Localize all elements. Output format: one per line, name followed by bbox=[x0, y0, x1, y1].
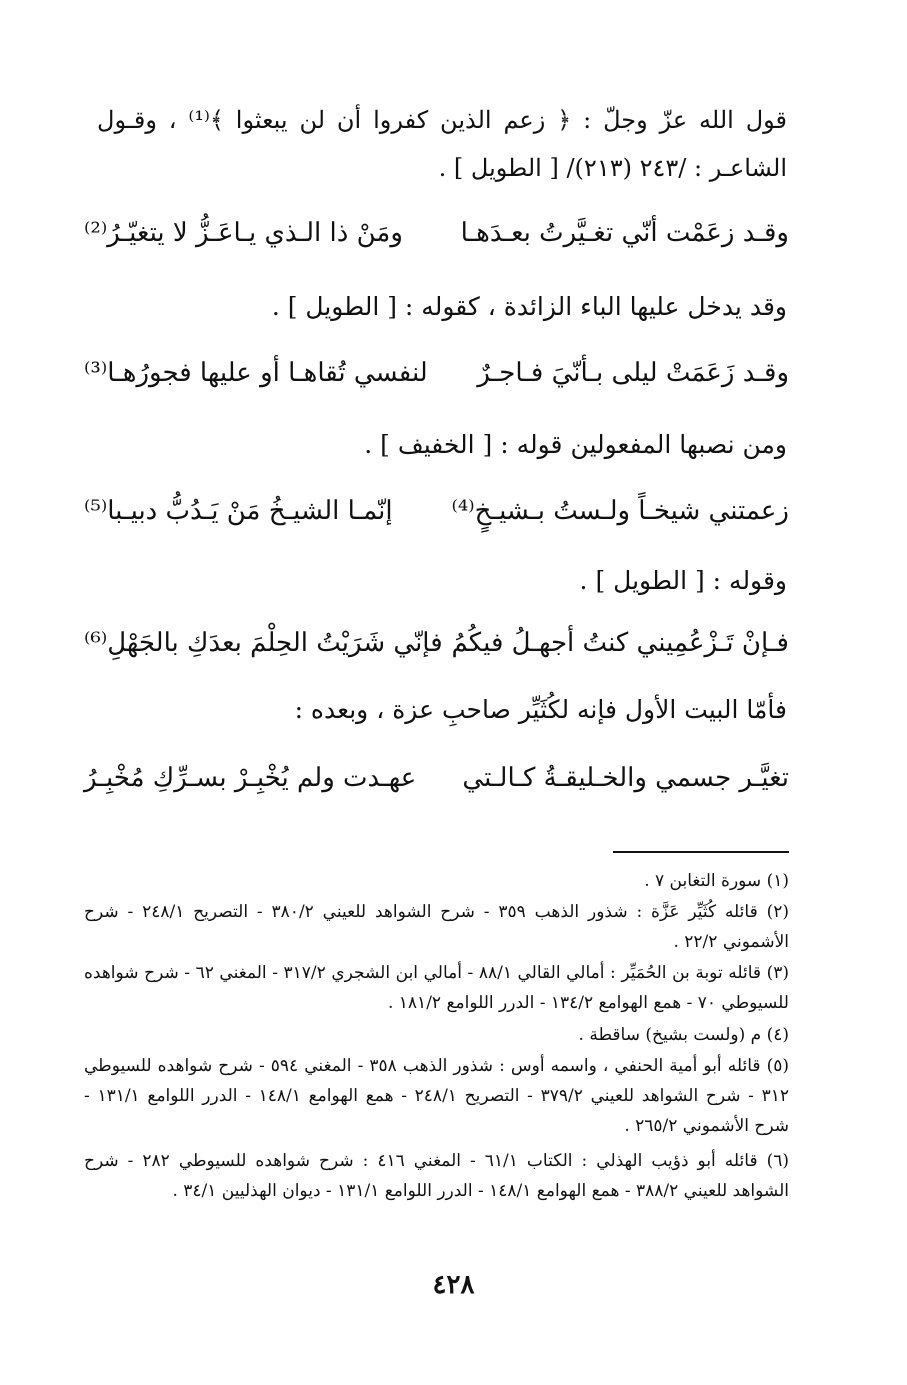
verse-3 bbox=[84, 496, 789, 536]
intro-paragraph: قول الله عزّ وجلّ : ﴿ زعم الذين كفروا أن لن يبعثوا ﴾⁽¹⁾ ، وقـول الشاعـر : /٢٤٣ (٢١٣)/ [ الطويل ] . bbox=[97, 106, 788, 182]
verse-4 bbox=[84, 628, 789, 668]
verse-2 bbox=[84, 358, 789, 398]
footnote-3: (٣) قائله توبة بن الحُمَيِّر : أمالي القالي ٨٨/١ - أمالي ابن الشجري ٣١٧/٢ - المغني ٦٢ - شرح شواهده للسيوطي ٧٠ - همع الهوامع ١٣٤/٢ - الدرر اللوامع ١٨١/٢ . bbox=[84, 963, 790, 1013]
verse-1 bbox=[84, 218, 789, 258]
verse-2-first-hemistich: وقـد زَعَمَتْ ليلى بـأنّيَ فـاجـرٌ bbox=[477, 358, 789, 388]
verse-5-first-hemistich: تغيَّـر جسمي والخـليقـةُ كـالـتي bbox=[462, 763, 789, 793]
verse-1-first-hemistich: وقـد زعَمْت أنّي تغـيَّرتُ بعـدَهـا bbox=[460, 218, 789, 248]
verse-4-second-hemistich: فإنّي شَرَيْتُ الحِلْمَ بعدَكِ بالجَهْلِ⁽⁶⁾ bbox=[84, 628, 443, 658]
verse-5-second-hemistich: عهـدت ولم يُخْبِـرْ بسـرِّكِ مُخْبِـرُ bbox=[84, 763, 417, 793]
text-line-qawluhu: وقوله : [ الطويل ] . bbox=[579, 566, 787, 595]
text-line-baa: وقد يدخل عليها الباء الزائدة ، كقوله : [ الطويل ] . bbox=[271, 292, 787, 321]
footnote-4: (٤) م (ولست بشيخ) ساقطة . bbox=[578, 1025, 789, 1045]
verse-3-second-hemistich: إنّمـا الشيـخُ مَنْ يَـدُبُّ دبيـبا⁽⁵⁾ bbox=[84, 496, 393, 526]
footnote-6: (٦) قائله أبو ذؤيب الهذلي : الكتاب ٦١/١ - المغني ٤١٦ : شرح شواهده للسيوطي ٢٨٢ - شرح الشواهد للعيني ٣٨٨/٢ - همع الهوامع ١٤٨/١ - الدرر اللوامع ١٣١/١ - ديوان الهذليين ٣٤/١ . bbox=[84, 1151, 790, 1201]
text-line-two-objects: ومن نصبها المفعولين قوله : [ الخفيف ] . bbox=[364, 430, 787, 459]
text-line-kuthayyir: فأمّا البيت الأول فإنه لكُثَيِّر صاحبِ عزة ، وبعده : bbox=[294, 695, 787, 724]
footnote-5: (٥) قائله أبو أمية الحنفي ، واسمه أوس : شذور الذهب ٣٥٨ - المغني ٥٩٤ - شرح شواهده للسيوطي ٣١٢ - شرح الشواهد للعيني ٣٧٩/٢ - التصريح ٢٤٨/١ - همع الهوامع ١٤٨/١ - الدرر اللوامع ١٣١/١ - شرح الأشموني ٢٦٥/٢ . bbox=[84, 1056, 789, 1136]
page-number: ٤٢٨ bbox=[432, 1270, 475, 1300]
footnote-2: (٢) قائله كُثَيِّر عَزَّة : شذور الذهب ٣٥٩ - شرح الشواهد للعيني ٣٨٠/٢ - التصريح ٢٤٨/١ - شرح الأشموني ٢٢/٢ . bbox=[84, 902, 790, 952]
verse-2-second-hemistich: لنفسي تُقاهـا أو عليها فجورُهـا⁽³⁾ bbox=[84, 358, 428, 388]
verse-4-first-hemistich: فـإنْ تَـزْعُمِيني كنتُ أجهـلُ فيكُمُ bbox=[451, 628, 789, 658]
footnote-separator bbox=[613, 851, 789, 853]
verse-3-first-hemistich: زعمتني شيخـاً ولـستُ بـشيـخٍ⁽⁴⁾ bbox=[451, 496, 789, 526]
verse-5 bbox=[84, 763, 789, 803]
footnote-1: (١) سورة التغابن ٧ . bbox=[644, 871, 789, 891]
verse-1-second-hemistich: ومَنْ ذا الـذي يـاعَـزُّ لا يتغيّـرُ⁽²⁾ bbox=[84, 218, 403, 248]
